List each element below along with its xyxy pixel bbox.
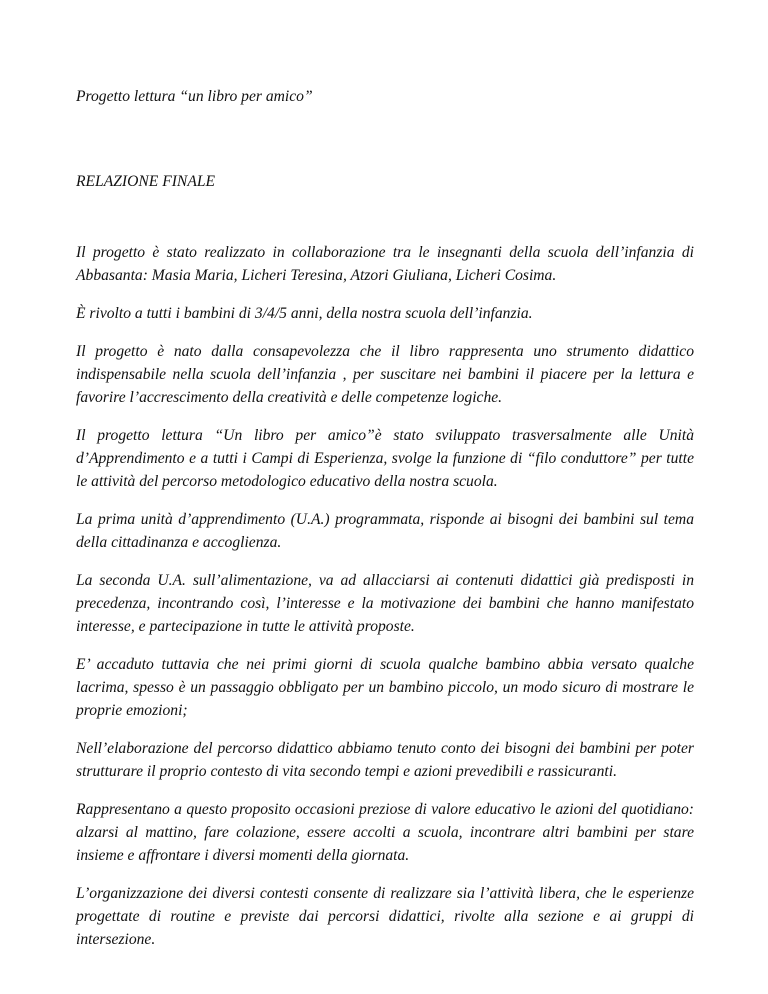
paragraph-needs: Nell’elaborazione del percorso didattico abbiamo tenuto conto dei bisogni dei bambini per poter strutturare il proprio contesto di vita secondo tempi e azioni prevedibili e rassicuranti. — [76, 740, 694, 780]
section-heading: RELAZIONE FINALE — [76, 173, 216, 190]
paragraph-collaboration: Il progetto è stato realizzato in collaborazione tra le insegnanti della scuola dell’infanzia di Abbasanta: Masia Maria, Licheri Teresina, Atzori Giuliana, Licheri Cosima. — [76, 244, 694, 284]
paragraph-first-unit: La prima unità d’apprendimento (U.A.) programmata, risponde ai bisogni dei bambini sul tema della cittadinanza e accoglienza. — [76, 511, 694, 551]
document-title: Progetto lettura “un libro per amico” — [76, 88, 313, 105]
paragraph-transversal: Il progetto lettura “Un libro per amico”è stato sviluppato trasversalmente alle Unità d’Apprendimento e a tutti i Campi di Esperienza, svolge la funzione di “filo conduttore” per tutte le attività del percorso metodologico educativo della nostra scuola. — [76, 427, 694, 490]
paragraph-first-days: E’ accaduto tuttavia che nei primi giorni di scuola qualche bambino abbia versato qualche lacrima, spesso è un passaggio obbligato per un bambino piccolo, un modo sicuro di mostrare le proprie emozioni; — [76, 656, 694, 719]
paragraph-organization: L’organizzazione dei diversi contesti consente di realizzare sia l’attività libera, che le esperienze progettate di routine e previste dai percorsi didattici, rivolte alla sezione e ai gruppi di intersezione. — [76, 885, 694, 948]
paragraph-second-unit: La seconda U.A. sull’alimentazione, va ad allacciarsi ai contenuti didattici già predisposti in precedenza, incontrando così, l’interesse e la motivazione dei bambini che hanno manifestato interesse, e partecipazione in tutte le attività proposte. — [76, 572, 694, 635]
paragraph-daily-actions: Rappresentano a questo proposito occasioni preziose di valore educativo le azioni del quotidiano: alzarsi al mattino, fare colazione, essere accolti a scuola, incontrare altri bambini per stare insieme e affrontare i diversi momenti della giornata. — [76, 801, 694, 864]
paragraph-origin: Il progetto è nato dalla consapevolezza che il libro rappresenta uno strumento didattico indispensabile nella scuola dell’infanzia , per suscitare nei bambini il piacere per la lettura e favorire l’accrescimento della creatività e delle competenze logiche. — [76, 343, 694, 406]
paragraph-audience: È rivolto a tutti i bambini di 3/4/5 anni, della nostra scuola dell’infanzia. — [76, 305, 533, 322]
document-body — [76, 241, 694, 966]
